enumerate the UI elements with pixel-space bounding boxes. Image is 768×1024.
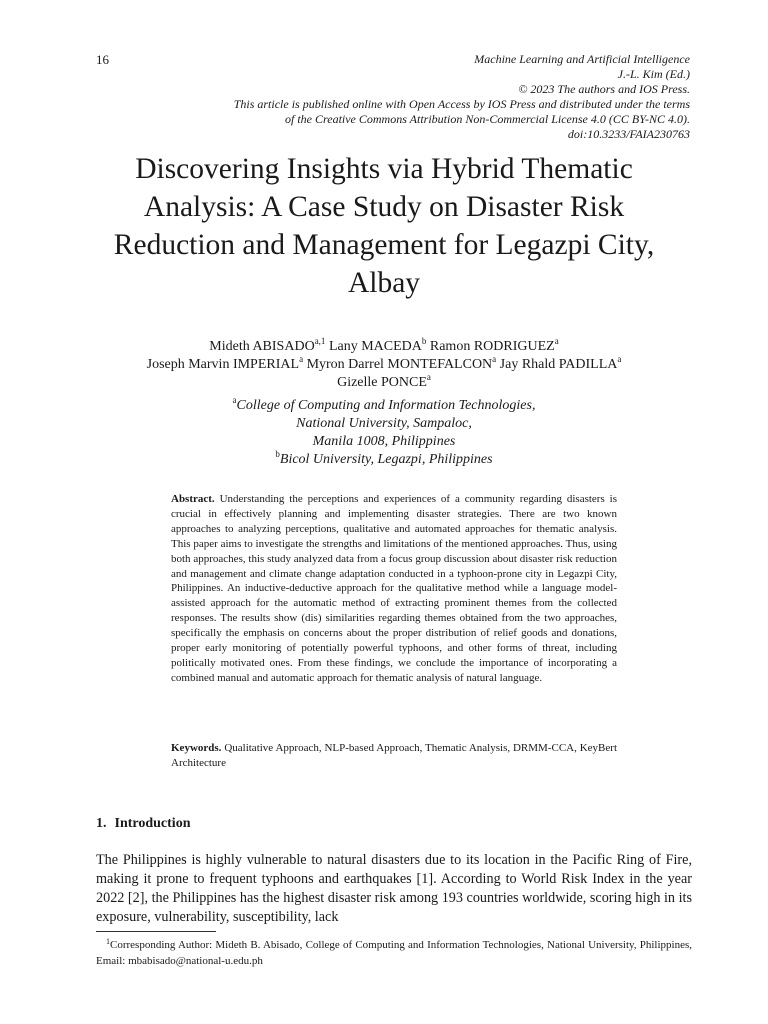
- abstract-text: Understanding the perceptions and experiences of a community regarding disasters is crucial in effectively planning and implementing disaster strategies. There are two known approaches to analyzing perceptions, qualitative and automated approaches for thematic analysis. This paper aims to investigate the strengths and limitations of the mentioned approaches. Thus, using both approaches, this study analyzed data from a focus group discussion about disaster risk reduction and management and climate change adaptation conducted in a typhoon-prone city in Legazpi City, Philippines. An inductive-deductive approach for the qualitative method while a language model-assisted approach for the automatic method of extracting prominent themes from the collected responses. The results show (dis) similarities regarding themes obtained from the two approaches, specifically the emphasis on concerns about the proper distribution of relief goods and donations, proper early monitoring of potentially powerful typhoons, and other forms of threat, including politically motivated ones. From these findings, we conclude the importance of incorporating a combined manual and automatic approach for thematic analysis of natural language.: [171, 493, 618, 684]
- affiliation-text: College of Computing and Information Technologies,: [236, 398, 536, 413]
- footnote-text: Corresponding Author: Mideth B. Abisado, College of Computing and Information Technologies, National University, Philippines, Email: mbabisado@national-u.edu.ph: [96, 939, 692, 967]
- author-name: Joseph Marvin IMPERIAL: [146, 357, 300, 372]
- running-head-line: of the Creative Commons Attribution Non-Commercial License 4.0 (CC BY-NC 4.0).: [285, 112, 690, 126]
- affiliation-marker: b: [275, 449, 280, 459]
- author-name: Ramon RODRIGUEZ: [429, 339, 555, 354]
- footnote: [96, 937, 692, 969]
- author-name: Lany MACEDA: [328, 339, 422, 354]
- page-number: 16: [96, 52, 109, 67]
- running-head-line: Machine Learning and Artificial Intelligence: [474, 52, 690, 66]
- running-head-line: doi:10.3233/FAIA230763: [567, 127, 690, 141]
- author-line: [60, 356, 708, 374]
- author-affiliation-marker: a: [617, 354, 622, 364]
- author-affiliation-marker: b: [421, 336, 427, 346]
- running-head-line: J.-L. Kim (Ed.): [617, 67, 690, 81]
- author-affiliation-marker: a: [299, 354, 304, 364]
- footnote-rule: [96, 931, 216, 932]
- running-head-line: © 2023 The authors and IOS Press.: [518, 82, 690, 96]
- keywords-text: Qualitative Approach, NLP-based Approach, Thematic Analysis, DRMM-CCA, KeyBert Architecture: [171, 742, 617, 769]
- author-affiliation-marker: a,1: [314, 336, 326, 346]
- running-head-line: This article is published online with Open Access by IOS Press and distributed under the terms: [233, 97, 690, 111]
- body-paragraph: The Philippines is highly vulnerable to natural disasters due to its location in the Pacific Ring of Fire, making it prone to frequent typhoons and earthquakes [1]. According to World Risk Index in the year 2022 [2], the Philippines has the highest disaster risk among 193 countries worldwide, scoring high in its exposure, vulnerability, susceptibility, lack: [96, 852, 692, 925]
- affiliation-line: National University, Sampaloc,: [296, 416, 472, 431]
- abstract-label: Abstract.: [171, 493, 215, 505]
- abstract: [171, 492, 617, 686]
- author-name: Mideth ABISADO: [209, 339, 315, 354]
- affiliation-marker: a: [232, 395, 237, 405]
- author-name: Jay Rhald PADILLA: [499, 357, 618, 372]
- keywords: [171, 741, 617, 771]
- paper-title: Discovering Insights via Hybrid Thematic Analysis: A Case Study on Disaster Risk Reduction and Management for Legazpi City, Albay: [113, 153, 655, 299]
- author-name: Gizelle PONCE: [337, 375, 427, 390]
- author-affiliation-marker: a: [554, 336, 559, 346]
- author-list: [60, 338, 708, 392]
- author-line: [60, 374, 708, 392]
- affiliation-line: [80, 397, 688, 415]
- section-number: 1.: [96, 816, 107, 831]
- footnote-marker: 1: [106, 937, 110, 946]
- author-affiliation-marker: a: [492, 354, 497, 364]
- affiliation-line: [80, 451, 688, 469]
- affiliation-line: Manila 1008, Philippines: [312, 434, 456, 449]
- author-affiliation-marker: a: [426, 372, 431, 382]
- author-name: Myron Darrel MONTEFALCON: [306, 357, 493, 372]
- affiliation-text: Bicol University, Legazpi, Philippines: [279, 452, 493, 467]
- section-heading: [96, 816, 190, 832]
- author-line: [60, 338, 708, 356]
- running-head: [130, 52, 690, 142]
- keywords-label: Keywords.: [171, 742, 222, 754]
- section-title: Introduction: [114, 816, 191, 831]
- affiliations: [80, 397, 688, 469]
